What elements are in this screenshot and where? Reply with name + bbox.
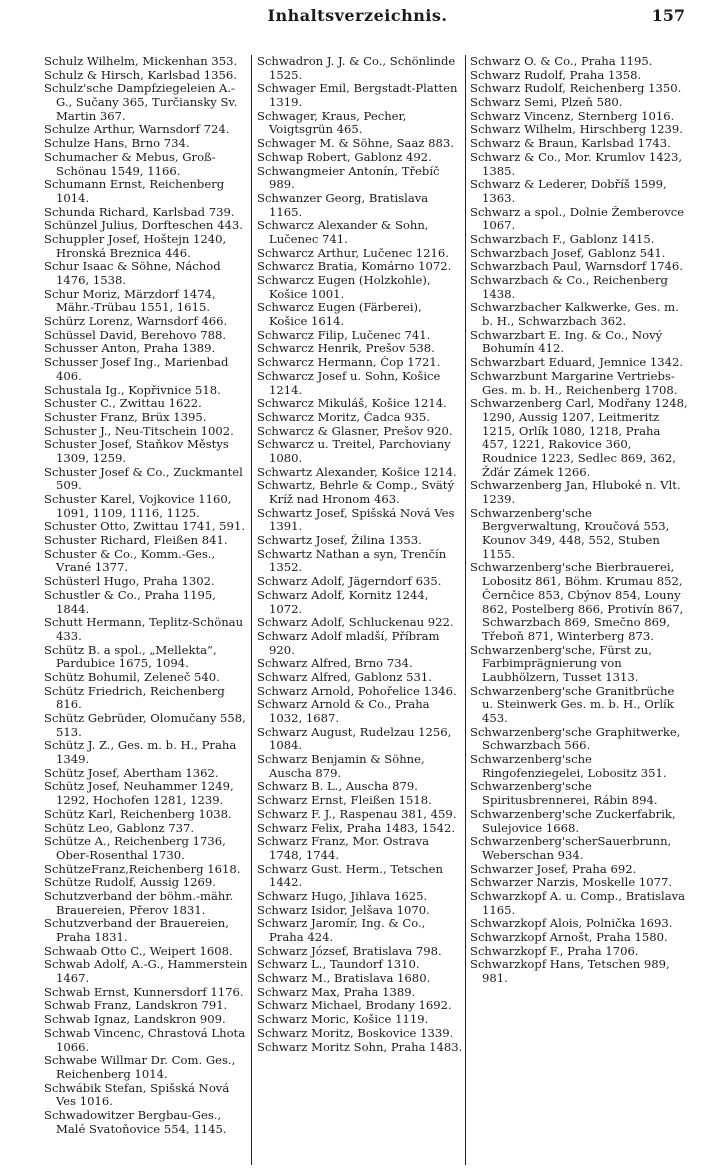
- index-entry: Schütz Karl, Reichenberg 1038.: [44, 807, 232, 821]
- page-header: [0, 6, 715, 30]
- index-entry: Schüsterl Hugo, Praha 1302.: [44, 575, 215, 589]
- index-entry: Schwarz Isidor, Jelšava 1070.: [257, 903, 430, 917]
- index-entry: Schutzverband der böhm.-mähr. Brauereien, Přerov 1831.: [44, 889, 234, 917]
- index-entry: Schwarzbart E. Ing. & Co., Nový Bohumín 412.: [470, 328, 663, 356]
- index-entry: Schwab Adolf, A.-G., Hammerstein 1467.: [44, 958, 248, 986]
- index-entry: Schwarzenberg Carl, Modřany 1248, 1290, Aussig 1207, Leitmeritz 1215, Orlík 1080, 1218, Praha 457, 1221, Rakovice 360, Roudnice 1223, Sedlec 869, 362, Žďár Zámek 1266.: [470, 397, 688, 479]
- index-entry: Schwarzenberg'sche Bergverwaltung, Kroučová 553, Kounov 349, 448, 552, Stuben 1155.: [470, 506, 670, 561]
- index-entry: Schumacher & Mebus, Groß-Schönau 1549, 1166.: [44, 150, 216, 178]
- index-entry: Schwarz Alfred, Gablonz 531.: [257, 670, 432, 684]
- index-entry: Schwarz Adolf mladší, Příbram 920.: [257, 629, 440, 657]
- index-entry: Schwager Emil, Bergstadt-Platten 1319.: [257, 82, 458, 110]
- index-entry: Schulz & Hirsch, Karlsbad 1356.: [44, 68, 237, 82]
- index-entry: Schwarzkopf Alois, Polnička 1693.: [470, 917, 673, 931]
- index-column-2: [257, 55, 463, 1054]
- index-entry: Schustler & Co., Praha 1195, 1844.: [44, 588, 216, 616]
- index-entry: Schütz J. Z., Ges. m. b. H., Praha 1349.: [44, 739, 237, 767]
- index-entry: Schwaab Otto C., Weipert 1608.: [44, 944, 233, 958]
- index-entry: Schwab Franz, Landskron 791.: [44, 999, 228, 1013]
- index-entry: Schwanzer Georg, Bratislava 1165.: [257, 191, 429, 219]
- index-entry: Schutzverband der Brauereien, Praha 1831.: [44, 917, 229, 944]
- index-entry: Schuster J., Neu-Titschein 1002.: [44, 424, 234, 438]
- index-entry: Schwartz Josef, Spišská Nová Ves 1391.: [257, 506, 455, 534]
- index-entry: Schwarz Adolf, Jägerndorf 635.: [257, 575, 442, 589]
- index-entry: Schütz Josef, Abertham 1362.: [44, 766, 219, 780]
- index-entry: SchützeFranz,Reichenberg 1618.: [44, 862, 241, 876]
- index-entry: Schwarz Max, Praha 1389.: [257, 985, 416, 999]
- index-entry: Schumann Ernst, Reichenberg 1014.: [44, 178, 225, 205]
- index-entry: Schwábik Stefan, Spišská Nová Ves 1016.: [44, 1081, 230, 1109]
- index-entry: Schulz'sche Dampfziegeleien A.-G., Sučany 365, Turčiansky Sv. Martin 367.: [44, 82, 238, 123]
- index-entry: Schwarz Rudolf, Reichenberg 1350.: [470, 82, 682, 96]
- index-entry: Schütz Gebrüder, Olomučany 558, 513.: [44, 712, 246, 739]
- index-entry: Schwarcz Josef u. Sohn, Košice 1214.: [257, 369, 441, 397]
- index-entry: Schwartz, Behrle & Comp., Svätý Kríž nad Hronom 463.: [257, 479, 455, 506]
- index-entry: Schwarz Adolf, Kornitz 1244, 1072.: [257, 588, 429, 616]
- column-divider: [465, 55, 466, 1165]
- index-entry: Schwarzbunt Margarine Vertriebs-Ges. m. b. H., Reichenberg 1708.: [470, 369, 678, 397]
- index-entry: Schwarz Gust. Herm., Tetschen 1442.: [257, 862, 443, 890]
- index-entry: Schulze Arthur, Warnsdorf 724.: [44, 123, 230, 137]
- index-entry: Schwager, Kraus, Pecher, Voigtsgrün 465.: [257, 109, 407, 137]
- index-entry: Schüssel David, Berehovo 788.: [44, 328, 227, 342]
- index-entry: Schütz Bohumil, Zeleneč 540.: [44, 670, 220, 684]
- index-entry: Schwarzkopf Hans, Tetschen 989, 981.: [470, 958, 670, 986]
- index-entry: Schwarzenberg'sche Spiritusbrennerei, Rábin 894.: [470, 780, 658, 808]
- index-entry: Schwarz Semi, Plzeň 580.: [470, 96, 623, 110]
- index-entry: Schwarzer Josef, Praha 692.: [470, 862, 637, 876]
- index-entry: Schwarcz Mikuláš, Košice 1214.: [257, 397, 447, 411]
- index-entry: Schütze Rudolf, Aussig 1269.: [44, 876, 216, 890]
- index-entry: Schur Moriz, Märzdorf 1474, Mähr.-Trübau 1551, 1615.: [44, 287, 216, 315]
- index-entry: Schusser Josef Ing., Marienbad 406.: [44, 356, 229, 383]
- index-entry: Schwarz Moritz, Boskovice 1339.: [257, 1026, 454, 1040]
- index-entry: Schünzel Julius, Dorfteschen 443.: [44, 219, 243, 233]
- index-entry: Schwangmeier Antonín, Třebíč 989.: [257, 164, 440, 192]
- index-entry: Schwabe Willmar Dr. Com. Ges., Reichenberg 1014.: [44, 1054, 236, 1081]
- index-entry: Schwarcz Bratia, Komárno 1072.: [257, 260, 452, 274]
- index-entry: Schwarzbach Paul, Warnsdorf 1746.: [470, 260, 683, 274]
- index-entry: Schuster Richard, Fleißen 841.: [44, 534, 228, 548]
- index-entry: Schuppler Josef, Hoštejn 1240, Hronská Breznica 446.: [44, 232, 227, 260]
- index-entry: Schwarz & Co., Mor. Krumlov 1423, 1385.: [470, 150, 683, 178]
- index-entry: Schwartz Josef, Žilina 1353.: [257, 534, 422, 548]
- index-entry: Schwarcz Eugen (Färberei), Košice 1614.: [257, 301, 422, 329]
- index-entry: Schwadowitzer Bergbau-Ges., Malé Svatoňovice 554, 1145.: [44, 1108, 227, 1136]
- index-entry: Schwarz Arnold, Pohořelice 1346.: [257, 684, 457, 698]
- index-entry: Schulze Hans, Brno 734.: [44, 137, 190, 151]
- index-entry: Schwap Robert, Gablonz 492.: [257, 150, 432, 164]
- index-entry: Schwarzenberg'sche Bierbrauerei, Lobositz 861, Böhm. Krumau 852, Černčice 853, Cbýnov 854, Louny 862, Postelberg 866, Protivín 867, Schwarzbach 869, Smečno 869, Třeboň 871, Winterberg 873.: [470, 561, 684, 643]
- index-entry: Schwarzenberg'sche Zuckerfabrik, Sulejovice 1668.: [470, 807, 676, 835]
- index-entry: Schuster Josef & Co., Zuckmantel 509.: [44, 465, 243, 493]
- index-entry: Schwarzbach Josef, Gablonz 541.: [470, 246, 666, 260]
- index-entry: Schwarcz & Glasner, Prešov 920.: [257, 424, 453, 438]
- index-entry: Schuster Franz, Brüx 1395.: [44, 410, 207, 424]
- index-entry: Schwarzbach & Co., Reichenberg 1438.: [470, 274, 668, 301]
- index-entry: Schwarz M., Bratislava 1680.: [257, 972, 431, 986]
- index-entry: Schwarz Felix, Praha 1483, 1542.: [257, 821, 456, 835]
- index-entry: Schwarz Arnold & Co., Praha 1032, 1687.: [257, 698, 430, 725]
- index-entry: Schwarzenberg'sche Graphitwerke, Schwarzbach 566.: [470, 725, 681, 753]
- index-entry: Schwarz & Lederer, Dobříš 1599, 1363.: [470, 178, 667, 205]
- index-entry: Schustala Ig., Kopřivnice 518.: [44, 383, 221, 397]
- index-entry: Schwager M. & Söhne, Saaz 883.: [257, 137, 454, 151]
- index-entry: Schur Isaac & Söhne, Náchod 1476, 1538.: [44, 260, 221, 287]
- index-entry: Schwarzbart Eduard, Jemnice 1342.: [470, 356, 684, 370]
- index-entry: Schürz Lorenz, Warnsdorf 466.: [44, 315, 228, 329]
- index-entry: Schutt Hermann, Teplitz-Schönau 433.: [44, 616, 244, 643]
- index-entry: Schwarz Michael, Brodany 1692.: [257, 999, 452, 1013]
- index-entry: Schwarzenberg'sche, Fürst zu, Farbimprägnierung von Laubhölzern, Tusset 1313.: [470, 643, 652, 684]
- index-column-1: [44, 55, 249, 1136]
- index-entry: Schwab Vincenc, Chrastová Lhota 1066.: [44, 1026, 246, 1054]
- index-entry: Schulz Wilhelm, Mickenhan 353.: [44, 55, 238, 68]
- index-entry: Schwarzbacher Kalkwerke, Ges. m. b. H., Schwarzbach 362.: [470, 301, 679, 329]
- index-entry: Schwarz Jaromír, Ing. & Co., Praha 424.: [257, 917, 426, 944]
- index-entry: Schwarz Adolf, Schluckenau 922.: [257, 616, 454, 630]
- index-entry: Schwarcz Moritz, Čadca 935.: [257, 410, 430, 424]
- index-entry: Schwarzenberg Jan, Hluboké n. Vlt. 1239.: [470, 479, 681, 506]
- index-entry: Schütz Friedrich, Reichenberg 816.: [44, 684, 225, 712]
- index-entry: Schwarcz u. Treitel, Parchoviany 1080.: [257, 438, 451, 465]
- index-entry: Schwarcz Eugen (Holzkohle), Košice 1001.: [257, 274, 431, 301]
- index-entry: Schwarz Moric, Košice 1119.: [257, 1013, 429, 1027]
- index-entry: Schwarzkopf F., Praha 1706.: [470, 944, 639, 958]
- index-entry: Schwab Ernst, Kunnersdorf 1176.: [44, 985, 244, 999]
- column-divider: [251, 55, 252, 1165]
- index-entry: Schwarcz Filip, Lučenec 741.: [257, 328, 431, 342]
- index-entry: Schwarz B. L., Auscha 879.: [257, 780, 418, 794]
- index-entry: Schwarzkopf Arnošt, Praha 1580.: [470, 931, 668, 944]
- index-entry: Schwarz Benjamin & Söhne, Auscha 879.: [257, 753, 425, 780]
- index-entry: Schuster C., Zwittau 1622.: [44, 397, 202, 411]
- index-entry: Schwarz Alfred, Brno 734.: [257, 657, 413, 671]
- index-entry: Schuster Otto, Zwittau 1741, 591.: [44, 520, 245, 534]
- index-entry: Schwarz O. & Co., Praha 1195.: [470, 55, 653, 68]
- index-entry: Schwarzer Narzis, Moskelle 1077.: [470, 876, 673, 890]
- page-title: Inhaltsverzeichnis.: [267, 6, 448, 25]
- index-entry: Schwartz Nathan a syn, Trenčín 1352.: [257, 547, 447, 575]
- index-entry: Schwarzenberg'sche Ringofenziegelei, Lobositz 351.: [470, 753, 667, 780]
- index-entry: Schwarcz Arthur, Lučenec 1216.: [257, 246, 449, 260]
- index-entry: Schwarz & Braun, Karlsbad 1743.: [470, 137, 671, 151]
- page-number: 157: [651, 6, 685, 25]
- index-entry: Schuster & Co., Komm.-Ges., Vrané 1377.: [44, 547, 216, 575]
- index-entry: Schwarz Franz, Mor. Ostrava 1748, 1744.: [257, 835, 430, 862]
- index-entry: Schwartz Alexander, Košice 1214.: [257, 465, 457, 479]
- index-entry: Schwarz L., Taundorf 1310.: [257, 958, 420, 972]
- index-entry: Schuster Josef, Staňkov Městys 1309, 1259.: [44, 438, 229, 465]
- index-entry: Schütz Josef, Neuhammer 1249, 1292, Hochofen 1281, 1239.: [44, 780, 234, 808]
- index-entry: Schwarzenberg'scherSauerbrunn, Weberschan 934.: [470, 835, 672, 862]
- index-entry: Schwab Ignaz, Landskron 909.: [44, 1013, 226, 1027]
- index-entry: Schwadron J. J. & Co., Schönlinde 1525.: [257, 55, 456, 82]
- index-entry: Schwarcz Hermann, Čop 1721.: [257, 356, 441, 370]
- index-entry: Schwarz Rudolf, Praha 1358.: [470, 68, 642, 82]
- index-entry: Schwarz August, Rudelzau 1256, 1084.: [257, 725, 452, 753]
- index-entry: Schwarzenberg'sche Granitbrüche u. Steinwerk Ges. m. b. H., Orlík 453.: [470, 684, 675, 725]
- index-entry: Schwarz F. J., Raspenau 381, 459.: [257, 807, 457, 821]
- index-entry: Schunda Richard, Karlsbad 739.: [44, 205, 235, 219]
- index-entry: Schütz Leo, Gablonz 737.: [44, 821, 195, 835]
- index-entry: Schwarz Moritz Sohn, Praha 1483.: [257, 1040, 463, 1054]
- index-entry: Schwarz Vincenz, Sternberg 1016.: [470, 109, 675, 123]
- index-entry: Schwarzbach F., Gablonz 1415.: [470, 232, 655, 246]
- index-entry: Schwarcz Alexander & Sohn, Lučenec 741.: [257, 219, 429, 246]
- index-column-3: [470, 55, 688, 986]
- index-entry: Schwarz Hugo, Jihlava 1625.: [257, 889, 428, 903]
- index-entry: Schütz B. a spol., „Mellekta“, Pardubice 1675, 1094.: [44, 643, 217, 671]
- index-entry: Schuster Karel, Vojkovice 1160, 1091, 1109, 1116, 1125.: [44, 493, 232, 520]
- index-entry: Schwarz a spol., Dolnie Žemberovce 1067.: [470, 205, 685, 233]
- index-entry: Schwarz Wilhelm, Hirschberg 1239.: [470, 123, 683, 137]
- index-entry: Schütze A., Reichenberg 1736, Ober-Rosenthal 1730.: [44, 835, 226, 862]
- index-entry: Schwarz József, Bratislava 798.: [257, 944, 442, 958]
- index-entry: Schwarz Ernst, Fleißen 1518.: [257, 794, 432, 808]
- index-entry: Schusser Anton, Praha 1389.: [44, 342, 216, 356]
- index-entry: Schwarcz Henrik, Prešov 538.: [257, 342, 435, 356]
- index-entry: Schwarzkopf A. u. Comp., Bratislava 1165.: [470, 889, 686, 917]
